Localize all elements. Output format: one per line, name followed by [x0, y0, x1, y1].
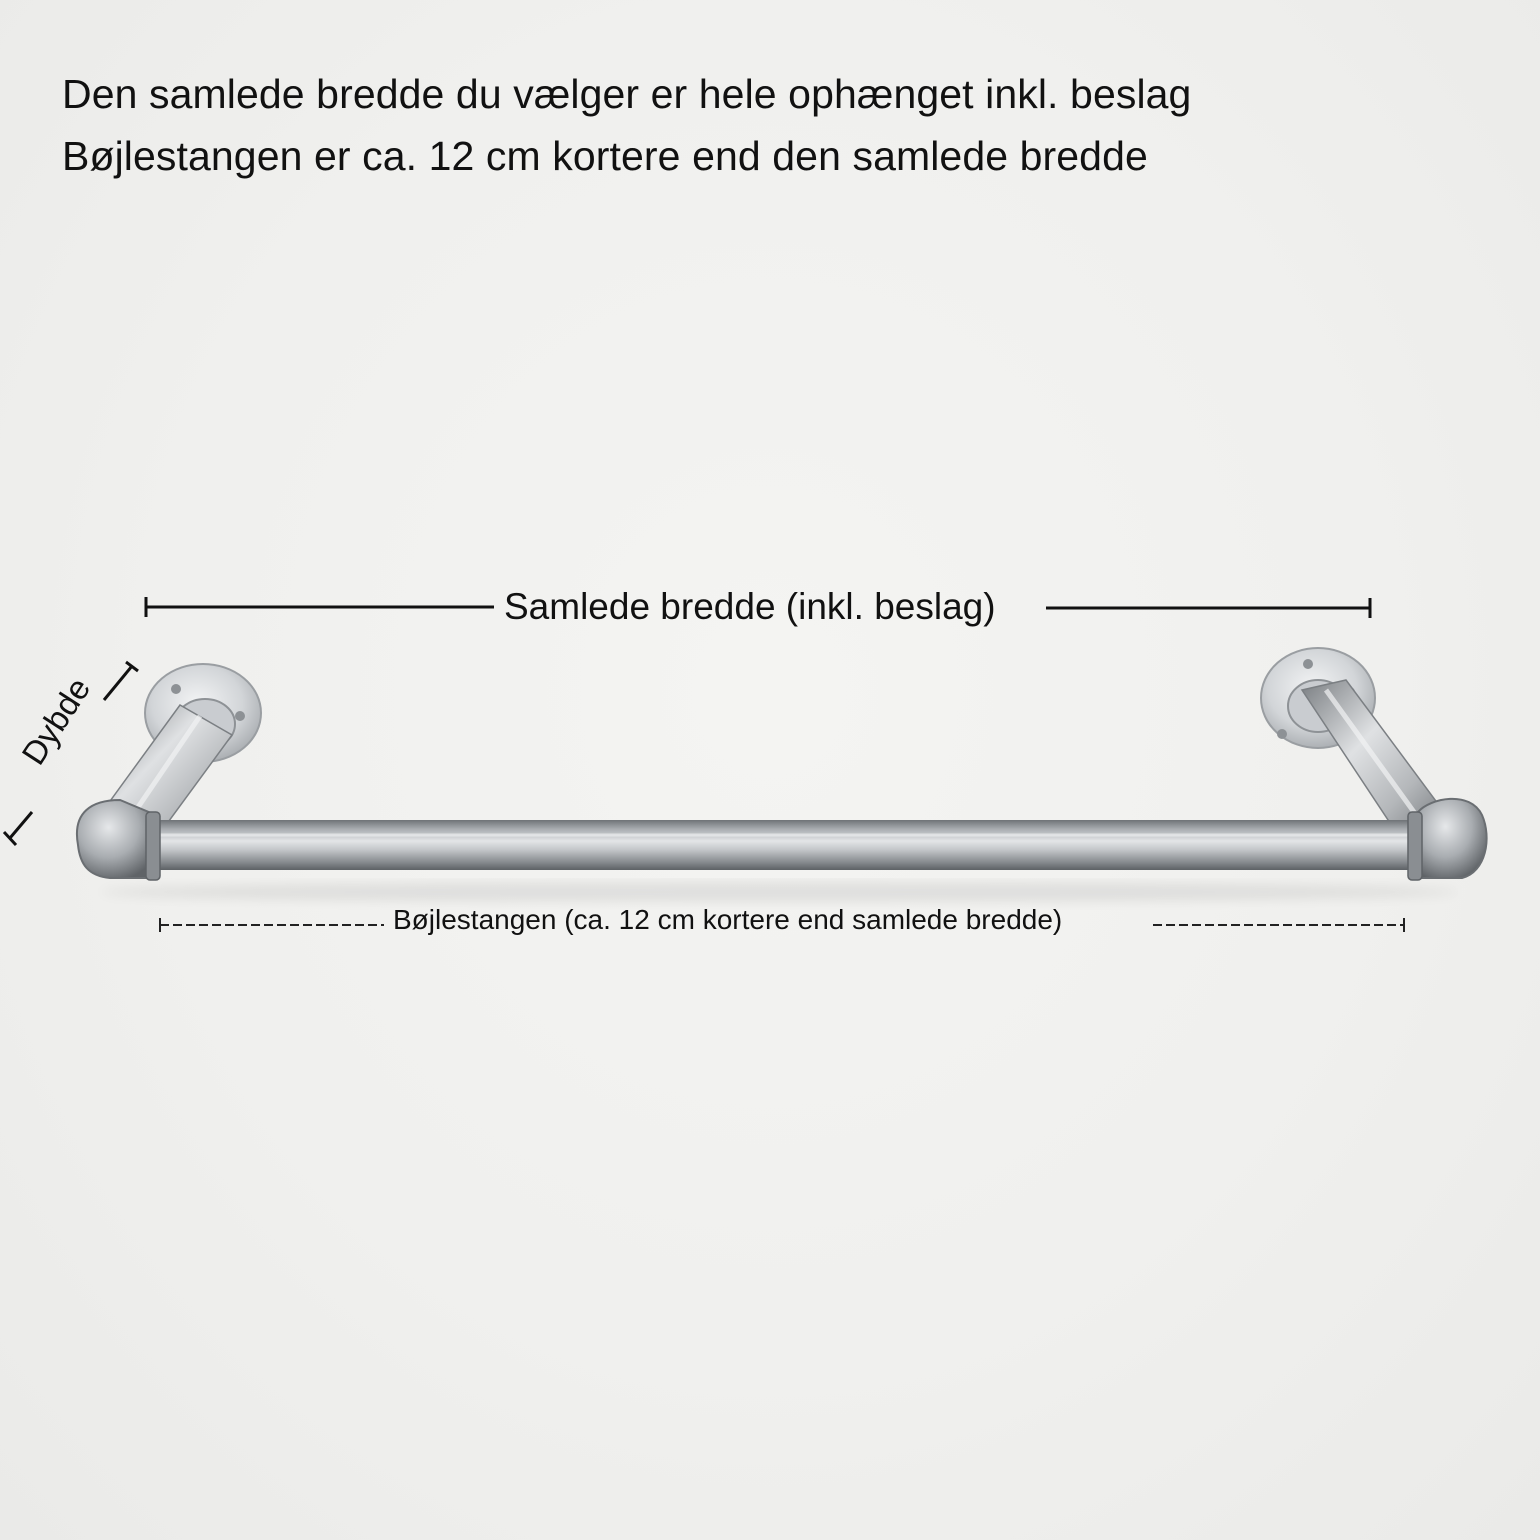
depth-label: Dybde — [14, 670, 98, 772]
hanging-rod — [150, 820, 1420, 870]
headline-line-1: Den samlede bredde du vælger er hele ophænget inkl. beslag — [62, 71, 1192, 117]
rail-shadow — [100, 882, 1460, 902]
total-width-label: Samlede bredde (inkl. beslag) — [504, 586, 996, 627]
headline-line-2: Bøjlestangen er ca. 12 cm kortere end den samlede bredde — [62, 133, 1148, 179]
right-elbow-fitting — [1408, 799, 1487, 880]
rod-length-label: Bøjlestangen (ca. 12 cm kortere end samlede bredde) — [393, 904, 1063, 935]
left-elbow-fitting — [77, 800, 160, 880]
